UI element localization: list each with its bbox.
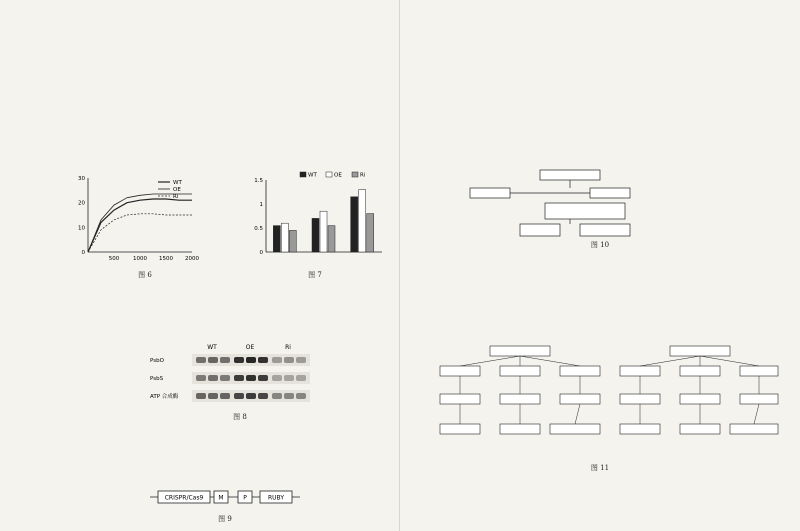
figure-9-construct bbox=[150, 490, 300, 504]
x-tick-label: 2000 bbox=[185, 256, 199, 262]
blot-band bbox=[258, 393, 268, 399]
legend-swatch bbox=[326, 172, 332, 177]
legend-label: OE bbox=[173, 187, 181, 193]
q17-part2-line bbox=[22, 304, 382, 315]
legend-label: OE bbox=[334, 172, 342, 179]
q18-right-line bbox=[422, 66, 782, 77]
bar-wt bbox=[351, 197, 358, 252]
legend-label: WT bbox=[308, 172, 317, 179]
y-tick-label: 20 bbox=[78, 200, 85, 207]
q18-right-line bbox=[422, 55, 782, 66]
q18-right-line bbox=[422, 132, 782, 143]
q18-right-line bbox=[422, 88, 782, 99]
blot-band bbox=[284, 357, 294, 363]
right-intro bbox=[422, 8, 782, 19]
construct-box-label: CRISPR/Cas9 bbox=[164, 494, 204, 502]
blot-band bbox=[220, 357, 230, 363]
figure-8-caption: 图 8 bbox=[233, 413, 247, 421]
q18-right-line bbox=[422, 110, 782, 121]
y-tick-label: 0 bbox=[81, 250, 85, 256]
q18-line bbox=[22, 459, 382, 470]
q17-line bbox=[22, 110, 382, 121]
q17-line bbox=[22, 121, 382, 132]
blot-band bbox=[258, 375, 268, 381]
q17-line bbox=[22, 44, 382, 55]
blot-band bbox=[246, 375, 256, 381]
x-tick-label: 1500 bbox=[159, 256, 173, 262]
bar-oe bbox=[320, 211, 327, 252]
bar-oe bbox=[281, 223, 288, 252]
bar-ri bbox=[328, 226, 335, 252]
q18-line bbox=[22, 448, 382, 459]
q17-line bbox=[22, 55, 382, 66]
blot-band bbox=[196, 393, 206, 399]
bar-wt bbox=[312, 218, 319, 252]
q18-line bbox=[22, 470, 382, 481]
y-tick-label: 0.5 bbox=[254, 226, 263, 232]
q17-part2-line bbox=[22, 326, 382, 337]
blot-band bbox=[296, 393, 306, 399]
q18-right-line bbox=[422, 33, 782, 44]
bar-wt bbox=[273, 226, 280, 252]
q17-line bbox=[22, 99, 382, 110]
q19-line bbox=[422, 310, 782, 321]
series-line-wt bbox=[88, 199, 192, 252]
q18-right-line bbox=[422, 22, 782, 33]
y-tick-label: 10 bbox=[78, 225, 85, 232]
blot-band bbox=[258, 357, 268, 363]
q17-part2-line bbox=[22, 293, 382, 304]
y-tick-label: 30 bbox=[78, 176, 85, 182]
q17-line bbox=[22, 77, 382, 88]
figure-11-caption: 图 11 bbox=[590, 464, 610, 472]
fig8-lane-label: OE bbox=[245, 344, 255, 351]
x-tick-label: 1000 bbox=[133, 256, 147, 262]
fig8-row-label: PsbS bbox=[150, 376, 164, 382]
q18-right-line bbox=[422, 77, 782, 88]
blot-band bbox=[296, 375, 306, 381]
figure-8-western-blot bbox=[150, 340, 330, 410]
legend-label: Ri bbox=[173, 194, 179, 200]
q17-line bbox=[22, 132, 382, 143]
q18-part3-line bbox=[422, 274, 782, 285]
blot-band bbox=[296, 357, 306, 363]
fig8-lane-label: Ri bbox=[285, 344, 291, 351]
legend-label: WT bbox=[173, 180, 182, 186]
q17-line bbox=[22, 66, 382, 77]
q18-part3-line bbox=[422, 296, 782, 307]
fig8-row-label: ATP 合成酶 bbox=[150, 394, 179, 400]
y-tick-label: 1 bbox=[259, 202, 263, 208]
blot-band bbox=[196, 357, 206, 363]
blot-band bbox=[272, 357, 282, 363]
q18-part3-line bbox=[422, 285, 782, 296]
x-tick-label: 500 bbox=[108, 256, 120, 262]
blot-band bbox=[272, 375, 282, 381]
q18-right-line bbox=[422, 99, 782, 110]
legend-swatch bbox=[300, 172, 306, 177]
figure-6-caption: 图 6 bbox=[138, 271, 152, 279]
blot-band bbox=[234, 393, 244, 399]
construct-box-label: RUBY bbox=[267, 494, 285, 502]
figure-10-flowchart bbox=[460, 168, 740, 238]
q17-part3-line bbox=[22, 435, 382, 446]
blot-band bbox=[208, 357, 218, 363]
q18-right-line bbox=[422, 143, 782, 154]
blot-band bbox=[220, 375, 230, 381]
figure-6-line-chart bbox=[60, 170, 230, 270]
q17-part3-line bbox=[22, 424, 382, 435]
q18-right-line bbox=[422, 154, 782, 165]
q19-line bbox=[422, 321, 782, 332]
legend-swatch bbox=[352, 172, 358, 177]
fig8-row-label: PsbO bbox=[150, 358, 164, 364]
q18-part3-line bbox=[422, 263, 782, 274]
blot-band bbox=[246, 357, 256, 363]
blot-band bbox=[234, 357, 244, 363]
bar-ri bbox=[289, 230, 296, 252]
blot-band bbox=[284, 393, 294, 399]
blot-band bbox=[208, 393, 218, 399]
figure-7-bar-chart bbox=[240, 170, 390, 270]
blot-band bbox=[220, 393, 230, 399]
figure-10-caption: 图 10 bbox=[590, 241, 610, 249]
q18-part3-line bbox=[422, 252, 782, 263]
blot-band bbox=[208, 375, 218, 381]
blot-band bbox=[284, 375, 294, 381]
blot-band bbox=[234, 375, 244, 381]
figure-9-caption: 图 9 bbox=[218, 515, 232, 523]
series-line-oe bbox=[88, 194, 192, 252]
figure-7-caption: 图 7 bbox=[308, 271, 322, 279]
q19-part1-line bbox=[422, 476, 782, 487]
section-heading bbox=[22, 8, 382, 19]
q17-part2-line bbox=[22, 282, 382, 293]
q17-part2-line bbox=[22, 315, 382, 326]
q18-right-line bbox=[422, 44, 782, 55]
q17-line bbox=[22, 143, 382, 154]
construct-box-label: P bbox=[243, 494, 247, 502]
fig8-lane-label: WT bbox=[207, 344, 217, 351]
y-tick-label: 0 bbox=[259, 250, 263, 256]
bar-ri bbox=[367, 214, 374, 252]
q19-part1-line bbox=[422, 487, 782, 498]
legend-label: Ri bbox=[360, 172, 366, 179]
construct-box-label: M bbox=[218, 494, 224, 502]
bar-oe bbox=[359, 190, 366, 252]
network-left bbox=[440, 346, 600, 434]
blot-band bbox=[272, 393, 282, 399]
q19-line bbox=[422, 332, 782, 343]
y-tick-label: 1.5 bbox=[254, 178, 263, 184]
q17-line bbox=[22, 22, 382, 33]
right-page bbox=[400, 0, 800, 531]
blot-band bbox=[196, 375, 206, 381]
blot-band bbox=[246, 393, 256, 399]
network-right bbox=[620, 346, 778, 434]
q17-line bbox=[22, 88, 382, 99]
q18-right-line bbox=[422, 121, 782, 132]
figure-11-networks bbox=[420, 344, 780, 462]
q17-line bbox=[22, 33, 382, 44]
